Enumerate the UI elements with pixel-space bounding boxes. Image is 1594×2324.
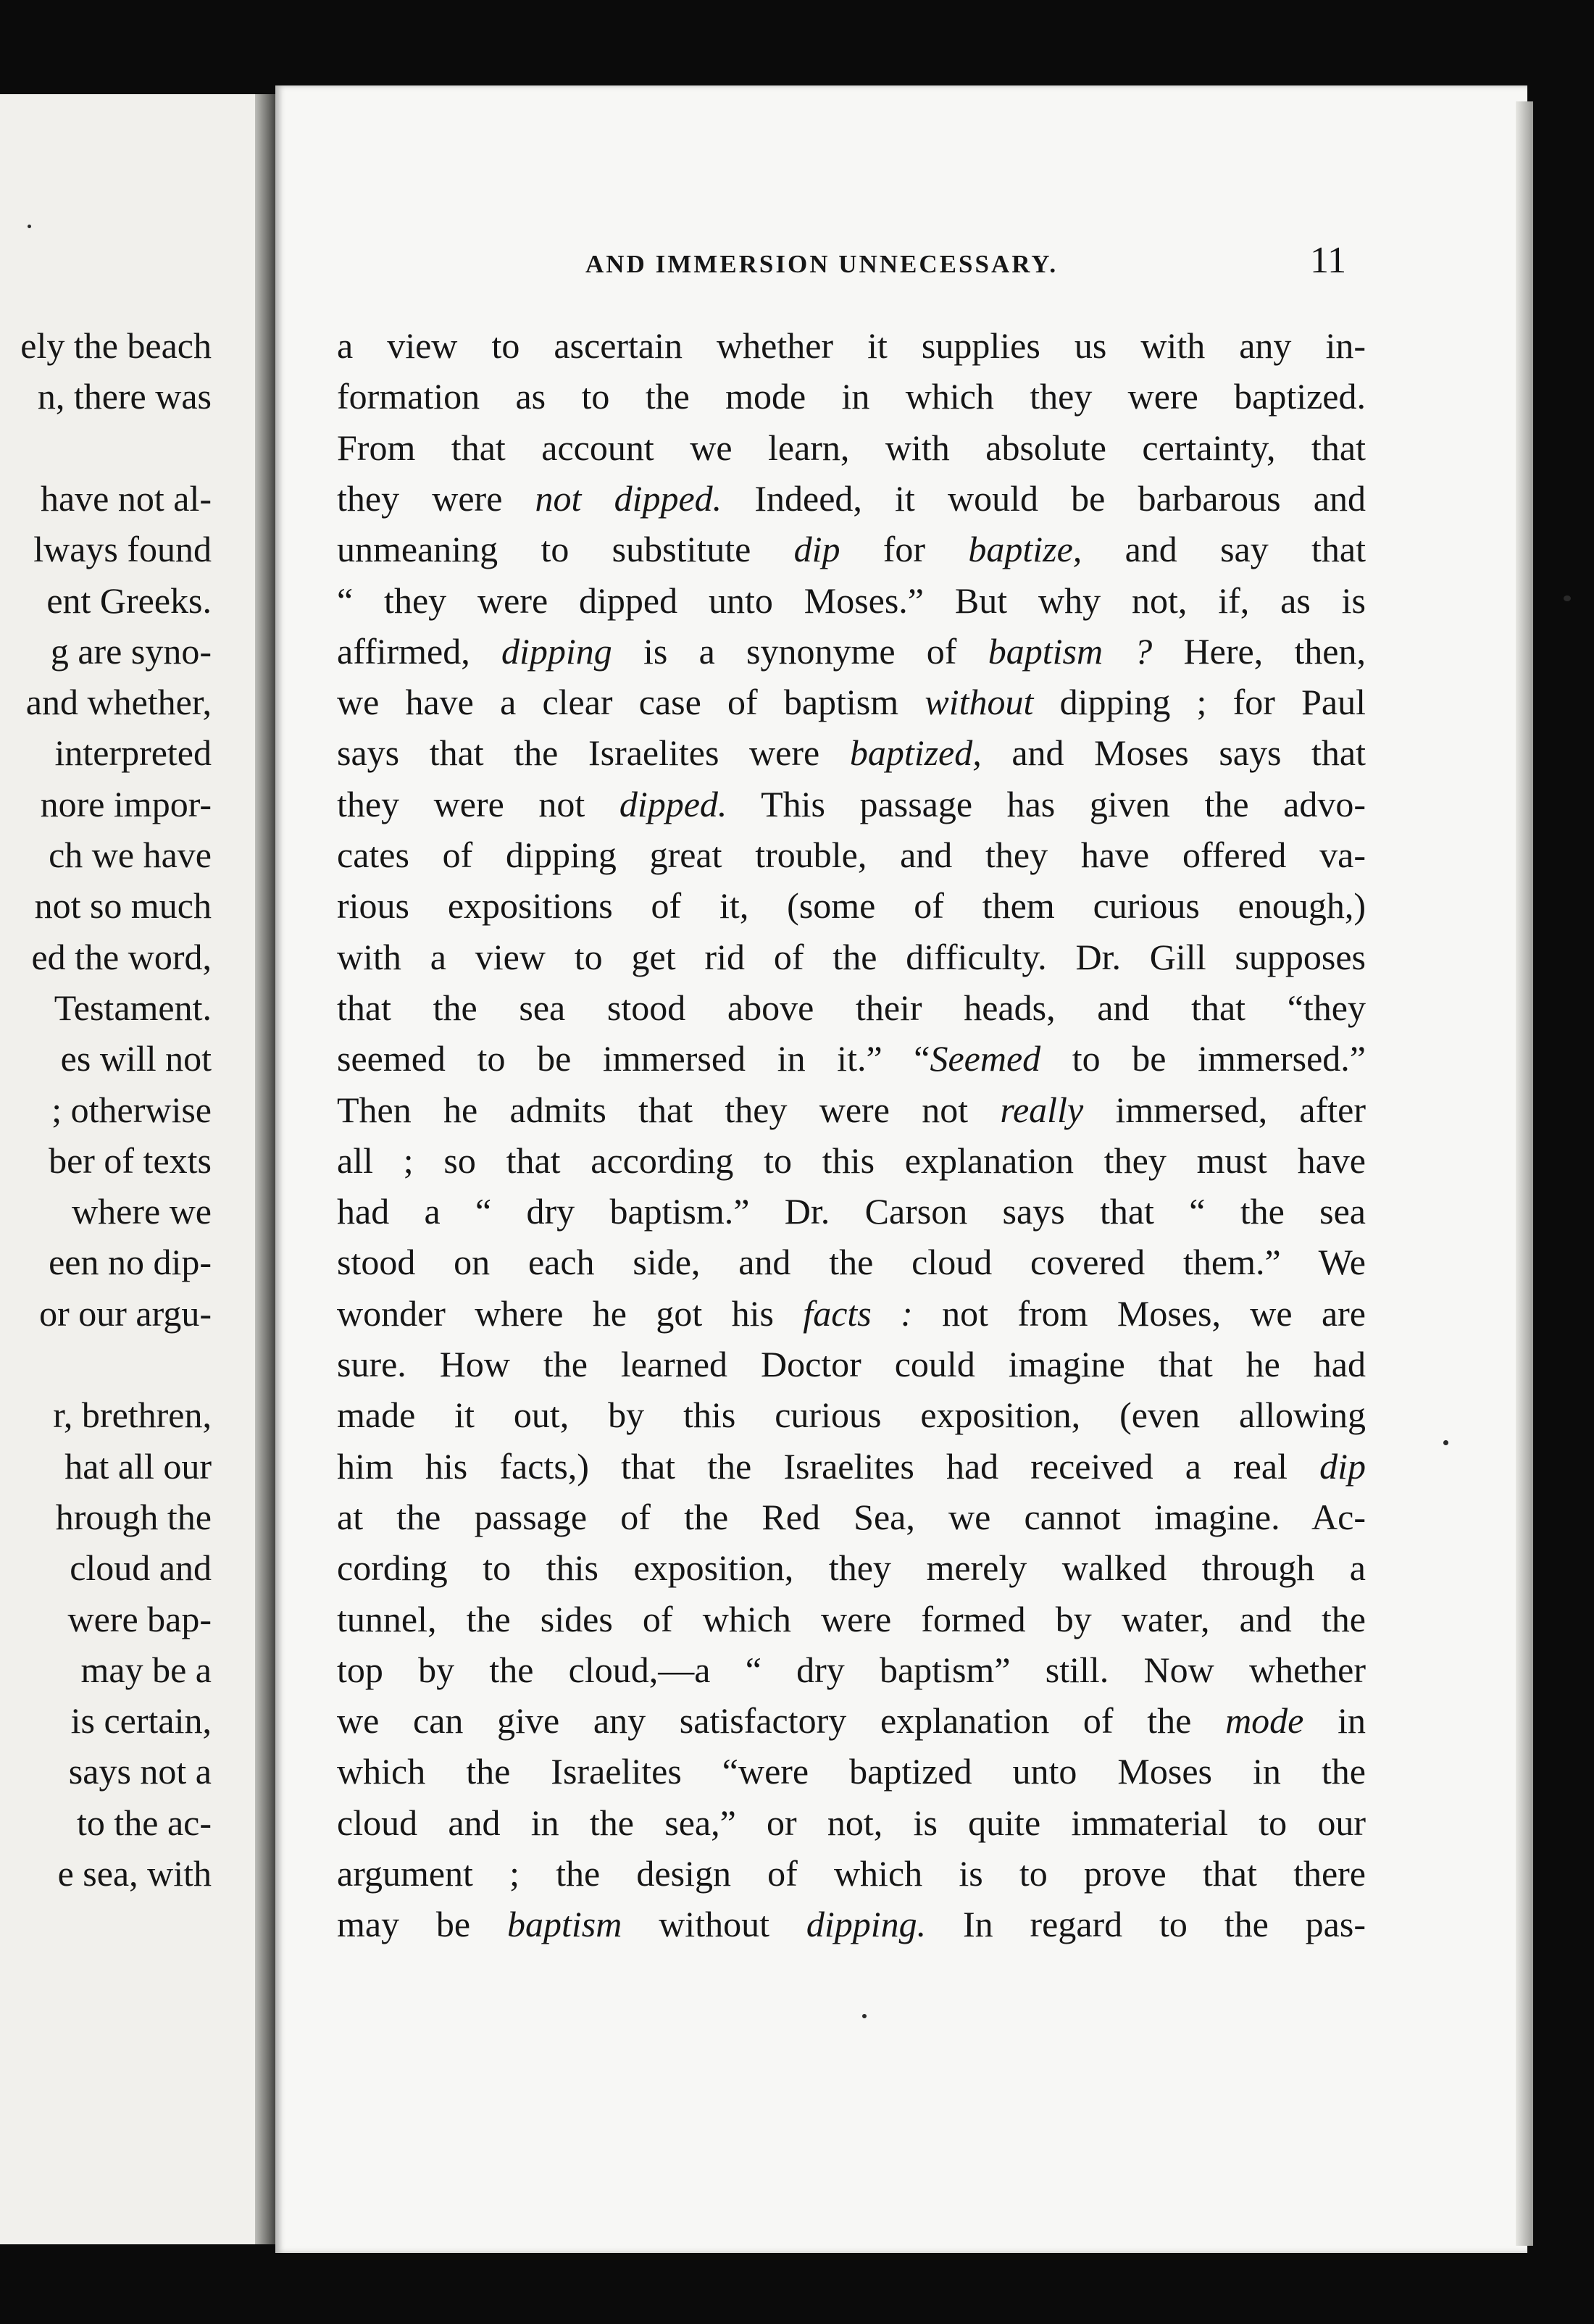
paper-speck <box>1443 1440 1448 1445</box>
italic-run: not dipped. <box>535 477 722 519</box>
text-run: without <box>622 1904 806 1945</box>
previous-page-line: have not al- <box>40 477 212 519</box>
text-run: wonder where he got his <box>337 1292 804 1334</box>
text-run: affirmed, <box>337 630 501 672</box>
previous-page-line: not so much <box>34 885 212 927</box>
previous-page-line: ber of texts <box>49 1140 212 1181</box>
previous-page-line: nore impor- <box>40 783 212 824</box>
body-line <box>337 986 1366 1029</box>
previous-page-line: where we <box>72 1191 212 1232</box>
previous-page-line: says not a <box>68 1751 212 1792</box>
text-run: From that account we learn, with absolute certainty, that <box>337 427 1366 468</box>
text-run: cording to this exposition, they merely walked through a <box>337 1547 1366 1589</box>
text-run: This passage has given the advo- <box>727 783 1366 824</box>
body-line <box>337 579 1366 622</box>
text-run: him his facts,) that the Israelites had received a real <box>337 1445 1320 1487</box>
text-run: we can give any satisfactory explanation of the <box>337 1700 1226 1742</box>
previous-page-line: n, there was <box>37 376 212 417</box>
body-line <box>337 1750 1366 1793</box>
previous-page-line: ; otherwise <box>51 1089 212 1130</box>
previous-page-line: hrough the <box>55 1496 212 1537</box>
body-line <box>337 680 1366 724</box>
body-line <box>337 527 1366 571</box>
text-run: made it out, by this curious exposition, (even allowing <box>337 1395 1366 1436</box>
text-run: that the sea stood above their heads, and that “they <box>337 987 1366 1028</box>
previous-page-line: een no dip- <box>49 1242 212 1283</box>
previous-page-line: ed the word, <box>31 936 212 977</box>
body-line <box>337 1495 1366 1539</box>
paper-speck <box>28 225 31 228</box>
text-run: argument ; the design of which is to prove that there <box>337 1853 1366 1894</box>
text-run: cates of dipping great trouble, and they have offered va- <box>337 835 1366 875</box>
text-run: says that the Israelites were <box>337 732 850 774</box>
body-line <box>337 1445 1366 1488</box>
text-run: they were <box>337 477 535 519</box>
text-run: unmeaning to substitute <box>337 529 794 570</box>
page-edge <box>1516 101 1533 2246</box>
body-line <box>337 1088 1366 1132</box>
body-line <box>337 935 1366 979</box>
text-run: with a view to get rid of the difficulty. Dr. Gill supposes <box>337 936 1366 977</box>
body-line <box>337 375 1366 418</box>
previous-page-line: ch we have <box>49 835 212 875</box>
text-run: and say that <box>1082 529 1366 570</box>
body-line <box>337 1648 1366 1692</box>
text-run: not from Moses, we are <box>912 1292 1366 1334</box>
body-line <box>337 1190 1366 1233</box>
body-line <box>337 1801 1366 1844</box>
previous-page-line: or our argu- <box>39 1292 212 1334</box>
italic-run: dip <box>1319 1445 1366 1487</box>
text-run: in <box>1303 1700 1366 1742</box>
body-line <box>337 630 1366 673</box>
text-run: sure. How the learned Doctor could imagine that he had <box>337 1344 1366 1384</box>
previous-page-line: e sea, with <box>57 1853 212 1894</box>
text-run: Indeed, it would be barbarous and <box>722 477 1366 519</box>
body-line <box>337 1597 1366 1641</box>
body-line <box>337 1699 1366 1742</box>
body-line <box>337 1393 1366 1437</box>
text-run: had a “ dry baptism.” Dr. Carson says that “ the sea <box>337 1191 1366 1232</box>
previous-page-line: ely the beach <box>20 325 212 366</box>
text-run: formation as to the mode in which they were baptized. <box>337 376 1366 417</box>
text-run: In regard to the pas- <box>926 1904 1366 1945</box>
italic-run: Seemed <box>930 1038 1041 1079</box>
italic-run: baptism ? <box>988 630 1153 672</box>
body-line <box>337 731 1366 774</box>
italic-run: dip <box>793 529 840 570</box>
body-line <box>337 324 1366 367</box>
text-run: seemed to be immersed in it.” “ <box>337 1038 930 1079</box>
previous-page-line: g are syno- <box>50 630 212 672</box>
body-line <box>337 1342 1366 1386</box>
body-line <box>337 477 1366 520</box>
text-run: to be immersed.” <box>1040 1038 1366 1079</box>
paper-speck <box>862 2014 867 2018</box>
body-line <box>337 426 1366 469</box>
previous-page-line: es will not <box>60 1038 212 1079</box>
text-run: dipping ; for Paul <box>1033 682 1366 723</box>
previous-page-line: were bap- <box>67 1598 212 1639</box>
italic-run: mode <box>1225 1700 1304 1742</box>
body-line <box>337 782 1366 826</box>
italic-run: without <box>925 682 1034 723</box>
text-run: “ they were dipped unto Moses.” But why not, if, as is <box>337 580 1366 621</box>
paper-speck <box>1564 595 1571 601</box>
text-run: all ; so that according to this explanation they must have <box>337 1140 1366 1181</box>
body-line <box>337 1240 1366 1284</box>
text-run: for <box>840 529 969 570</box>
body-line <box>337 1852 1366 1895</box>
previous-page-line: r, brethren, <box>53 1395 212 1436</box>
italic-run: dipped. <box>619 783 727 824</box>
body-line <box>337 1139 1366 1182</box>
previous-page-line: ent Greeks. <box>46 580 212 621</box>
text-run: at the passage of the Red Sea, we cannot imagine. Ac- <box>337 1496 1366 1537</box>
body-line <box>337 1292 1366 1335</box>
previous-page-line: lways found <box>33 529 212 570</box>
body-line <box>337 1037 1366 1080</box>
text-run: and Moses says that <box>981 732 1366 774</box>
previous-page-line: hat all our <box>64 1445 212 1487</box>
text-run: Then he admits that they were not <box>337 1089 1001 1130</box>
page-number: 11 <box>1310 240 1347 281</box>
previous-page-line: cloud and <box>70 1547 212 1589</box>
body-line <box>337 1546 1366 1589</box>
text-run: top by the cloud,—a “ dry baptism” still. Now whether <box>337 1649 1366 1690</box>
body-line <box>337 1902 1366 1946</box>
text-run: cloud and in the sea,” or not, is quite immaterial to our <box>337 1802 1366 1843</box>
text-run: stood on each side, and the cloud covered them.” We <box>337 1242 1366 1283</box>
text-run: which the Israelites “were baptized unto Moses in the <box>337 1751 1366 1792</box>
italic-run: dipping. <box>806 1904 927 1945</box>
italic-run: really <box>1000 1089 1084 1130</box>
previous-page-line: may be a <box>80 1649 212 1690</box>
previous-page-line: and whether, <box>25 682 212 723</box>
text-run: Here, then, <box>1152 630 1366 672</box>
previous-page-line: interpreted <box>54 732 212 774</box>
previous-page-line: Testament. <box>54 987 212 1028</box>
italic-run: baptism <box>506 1904 622 1945</box>
text-run: tunnel, the sides of which were formed by water, and the <box>337 1598 1366 1639</box>
previous-page-line: to the ac- <box>76 1802 212 1843</box>
body-line <box>337 833 1366 877</box>
text-run: rious expositions of it, (some of them curious enough,) <box>337 885 1366 927</box>
italic-run: baptized, <box>849 732 982 774</box>
text-run: is a synonyme of <box>612 630 988 672</box>
text-run: a view to ascertain whether it supplies us with any in- <box>337 325 1366 366</box>
italic-run: facts : <box>803 1292 913 1334</box>
previous-page-line: is certain, <box>70 1700 212 1742</box>
body-line <box>337 884 1366 927</box>
italic-run: dipping <box>501 630 612 672</box>
text-run: they were not <box>337 783 619 824</box>
italic-run: baptize, <box>968 529 1082 570</box>
running-head: AND IMMERSION UNNECESSARY. <box>585 250 1059 278</box>
text-run: we have a clear case of baptism <box>337 682 925 723</box>
text-run: may be <box>337 1904 507 1945</box>
text-run: immersed, after <box>1083 1089 1366 1130</box>
